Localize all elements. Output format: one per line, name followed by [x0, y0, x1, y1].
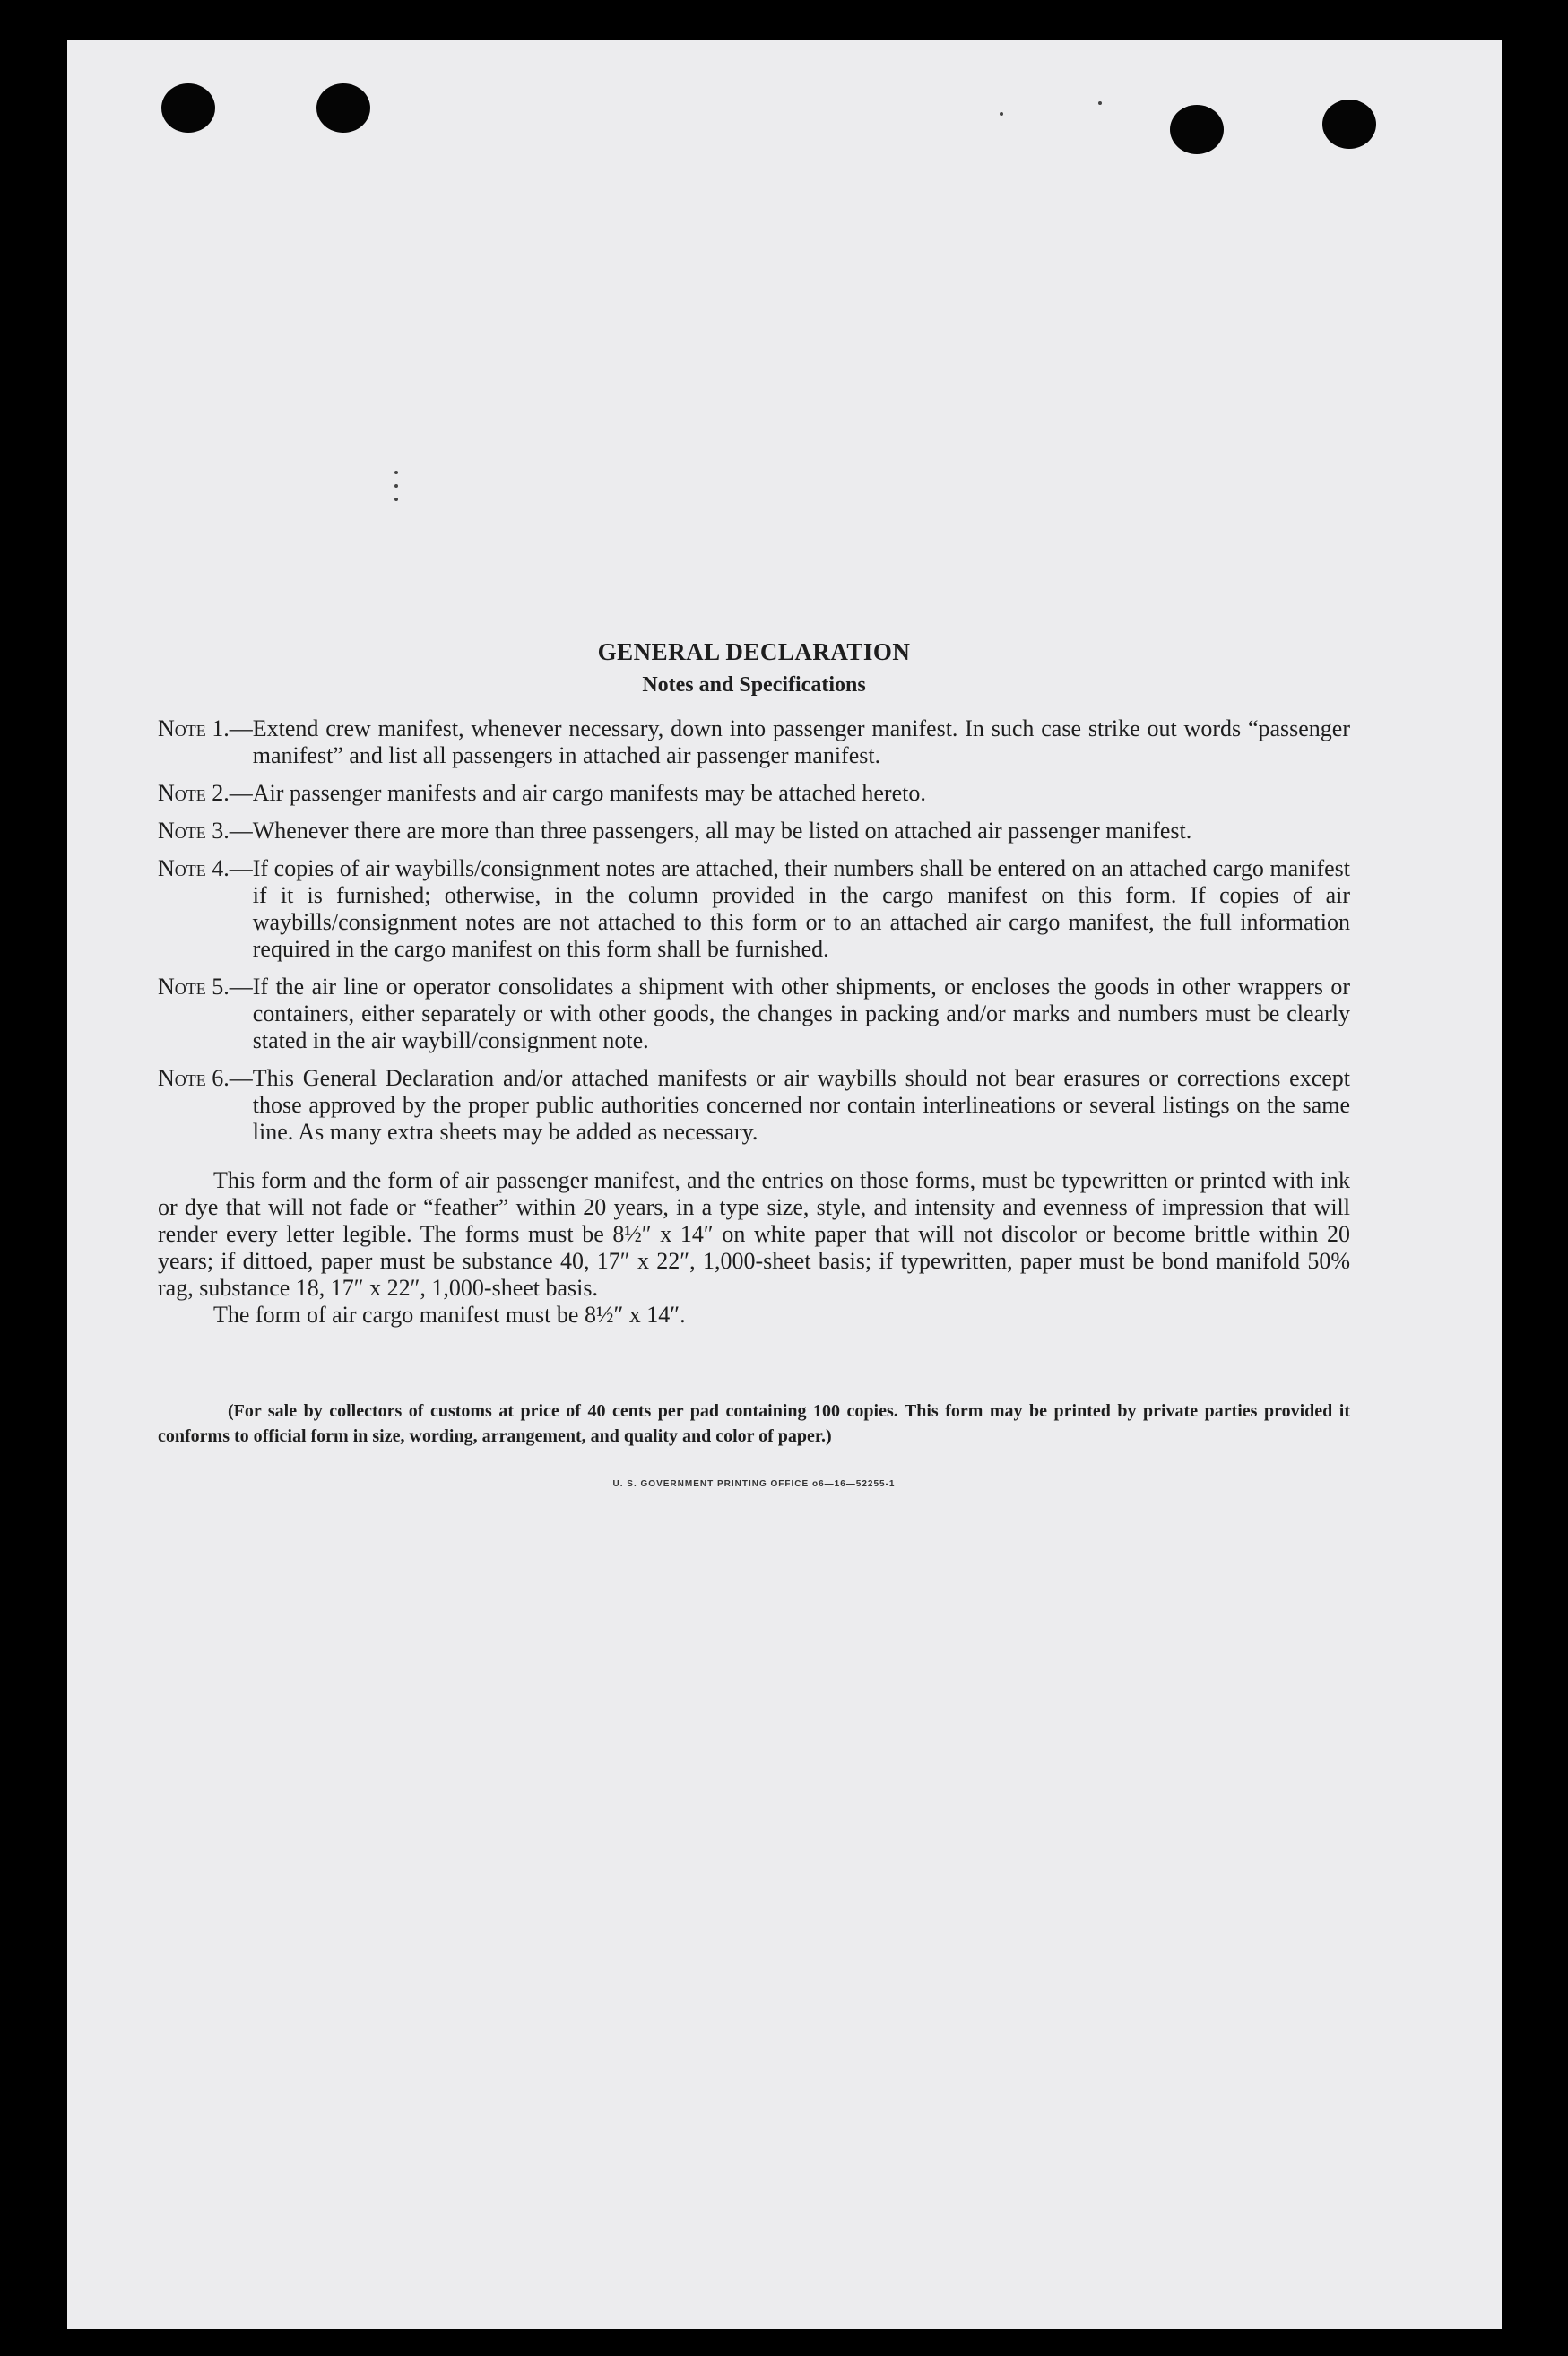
note-5	[158, 974, 1350, 1054]
note-label: Note 2.	[158, 780, 230, 806]
punch-hole-right-2	[1322, 100, 1376, 149]
scan-speck	[394, 471, 398, 474]
note-dash: —	[229, 715, 253, 741]
punch-hole-left-1	[161, 83, 215, 133]
note-text: If copies of air waybills/consignment notes are attached, their numbers shall be entered on an attached cargo manifest if it is furnished; otherwise, in the column provided in the cargo manifest on this form. If copies of air waybills/consignment notes are not attached to this form or to an attached air cargo manifest, the full information required in the cargo manifest on this form shall be furnished.	[252, 855, 1350, 962]
scan-speck	[1000, 112, 1003, 116]
note-text: Air passenger manifests and air cargo manifests may be attached hereto.	[252, 780, 926, 806]
note-4	[158, 855, 1350, 963]
note-3	[158, 818, 1350, 845]
note-dash: —	[229, 1065, 253, 1091]
note-text: This General Declaration and/or attached manifests or air waybills should not bear erasures or corrections except those approved by the proper public authorities concerned nor contain interlineations or several listings on the same line. As many extra sheets may be added as necessary.	[252, 1065, 1350, 1145]
declaration-content	[158, 638, 1350, 1489]
specification-paragraph: This form and the form of air passenger manifest, and the entries on those forms, must be typewritten or printed with ink or dye that will not fade or “feather” within 20 years, in a type size, style, and intensity and evenness of impression that will render every letter legible. The forms must be 8½″ x 14″ on white paper that will not discolor or become brittle within 20 years; if dittoed, paper must be substance 40, 17″ x 22″, 1,000-sheet basis; if typewritten, paper must be bond manifold 50% rag, substance 18, 17″ x 22″, 1,000-sheet basis.	[158, 1167, 1350, 1301]
scan-speck	[394, 484, 398, 488]
sale-notice: (For sale by collectors of customs at price of 40 cents per pad containing 100 copies. This form may be printed by private parties provided it conforms to official form in size, wording, arrangement, and quality and color of paper.)	[158, 1401, 1350, 1446]
note-dash: —	[229, 974, 253, 1000]
cargo-manifest-size-line: The form of air cargo manifest must be 8½″ x 14″.	[213, 1302, 686, 1328]
note-dash: —	[229, 818, 253, 844]
note-label: Note 1.	[158, 715, 230, 741]
note-dash: —	[229, 855, 253, 881]
note-text: If the air line or operator consolidates a shipment with other shipments, or encloses the goods in other wrappers or containers, either separately or with other goods, the changes in packing and/or marks and numbers must be clearly stated in the air waybill/consignment note.	[252, 974, 1350, 1053]
note-1	[158, 715, 1350, 769]
note-dash: —	[229, 780, 253, 806]
note-2	[158, 780, 1350, 807]
page-subtitle: Notes and Specifications	[642, 673, 866, 697]
note-text: Whenever there are more than three passengers, all may be listed on attached air passenger manifest.	[252, 818, 1192, 844]
punch-hole-right-1	[1170, 105, 1224, 154]
note-label: Note 3.	[158, 818, 230, 844]
note-label: Note 6.	[158, 1065, 230, 1091]
note-text: Extend crew manifest, whenever necessary, down into passenger manifest. In such case strike out words “passenger manifest” and list all passengers in attached air passenger manifest.	[252, 715, 1350, 768]
note-6	[158, 1065, 1350, 1146]
printer-imprint: U. S. GOVERNMENT PRINTING OFFICE o6—16—52255-1	[612, 1479, 896, 1489]
note-label: Note 4.	[158, 855, 230, 881]
scan-speck	[1098, 101, 1102, 105]
punch-hole-left-2	[316, 83, 370, 133]
scan-speck	[394, 498, 398, 501]
page-title: GENERAL DECLARATION	[597, 638, 911, 665]
note-label: Note 5.	[158, 974, 230, 1000]
